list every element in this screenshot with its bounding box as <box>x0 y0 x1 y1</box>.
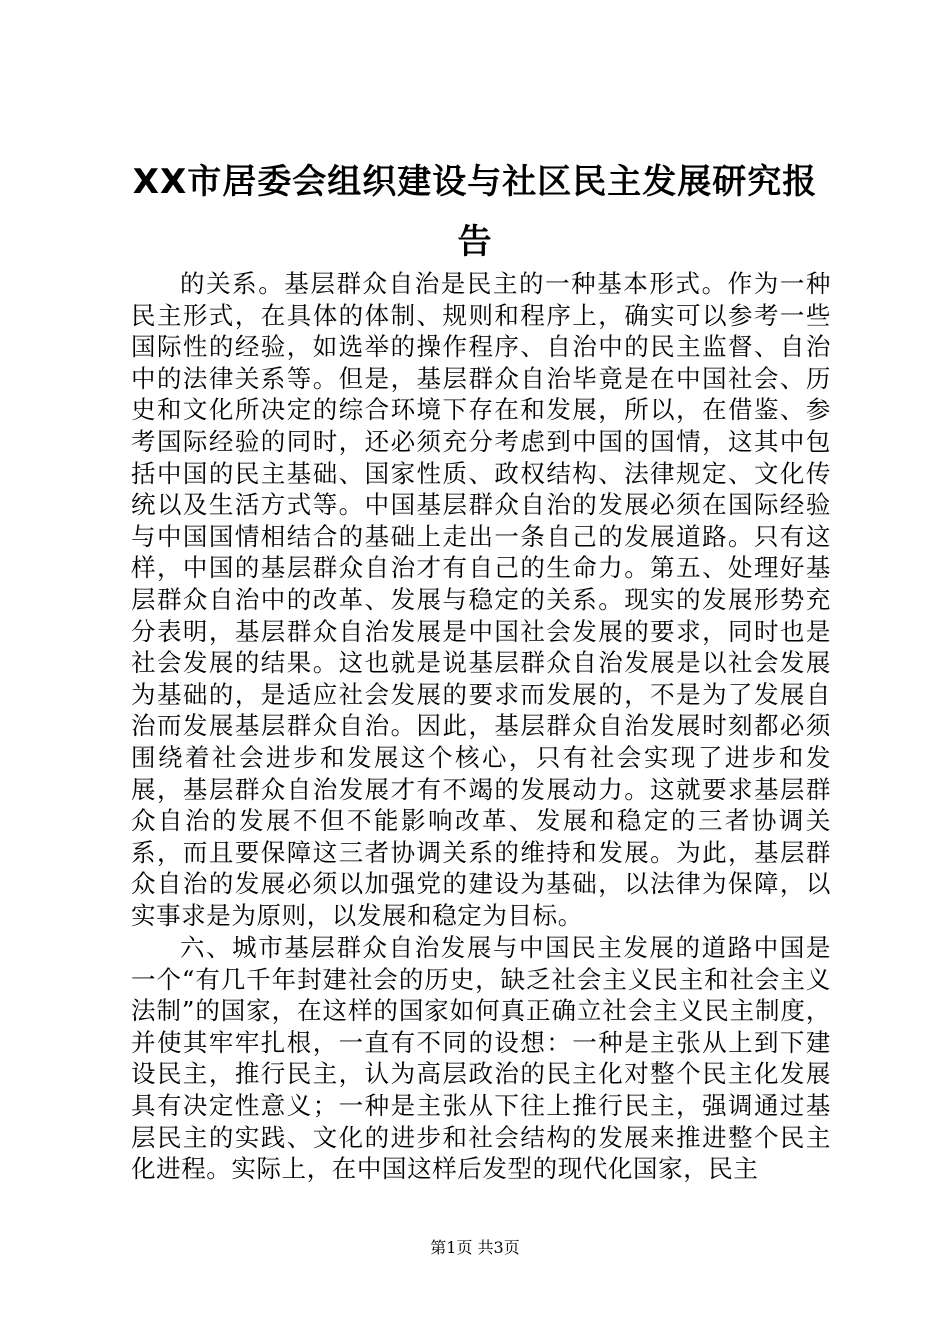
document-title-line-1: XX市居委会组织建设与社区民主发展研究报 <box>132 162 818 202</box>
body-paragraph-2: 六、城市基层群众自治发展与中国民主发展的道路中国是一个“有几千年封建社会的历史，缺乏社会主义民主和社会主义法制”的国家，在这样的国家如何真正确立社会主义民主制度，并使其牢牢扎根，一直有不同的设想：一种是主张从上到下建设民主，推行民主，认为高层政治的民主化对整个民主化发展具有决定性意义；一种是主张从下往上推行民主，强调通过基层民主的实践、文化的进步和社会结构的发展来推进整个民主化进程。实际上，在中国这样后发型的现代化国家，民主 <box>131 933 831 1184</box>
document-title-line-2: 告 <box>457 222 493 262</box>
page-number-footer: 第1页 共3页 <box>430 1238 520 1257</box>
body-paragraph-1: 的关系。基层群众自治是民主的一种基本形式。作为一种民主形式，在具体的体制、规则和程序上，确实可以参考一些国际性的经验，如选举的操作程序、自治中的民主监督、自治中的法律关系等。但是，基层群众自治毕竟是在中国社会、历史和文化所决定的综合环境下存在和发展，所以，在借鉴、参考国际经验的同时，还必须充分考虑到中国的国情，这其中包括中国的民主基础、国家性质、政权结构、法律规定、文化传统以及生活方式等。中国基层群众自治的发展必须在国际经验与中国国情相结合的基础上走出一条自己的发展道路。只有这样，中国的基层群众自治才有自己的生命力。第五、处理好基层群众自治中的改革、发展与稳定的关系。现实的发展形势充分表明，基层群众自治发展是中国社会发展的要求，同时也是社会发展的结果。这也就是说基层群众自治发展是以社会发展为基础的，是适应社会发展的要求而发展的，不是为了发展自治而发展基层群众自治。因此，基层群众自治发展时刻都必须围绕着社会进步和发展这个核心，只有社会实现了进步和发展，基层群众自治发展才有不竭的发展动力。这就要求基层群众自治的发展不但不能影响改革、发展和稳定的三者协调关系，而且要保障这三者协调关系的维持和发展。为此，基层群众自治的发展必须以加强党的建设为基础，以法律为保障，以实事求是为原则，以发展和稳定为目标。 <box>131 269 831 930</box>
